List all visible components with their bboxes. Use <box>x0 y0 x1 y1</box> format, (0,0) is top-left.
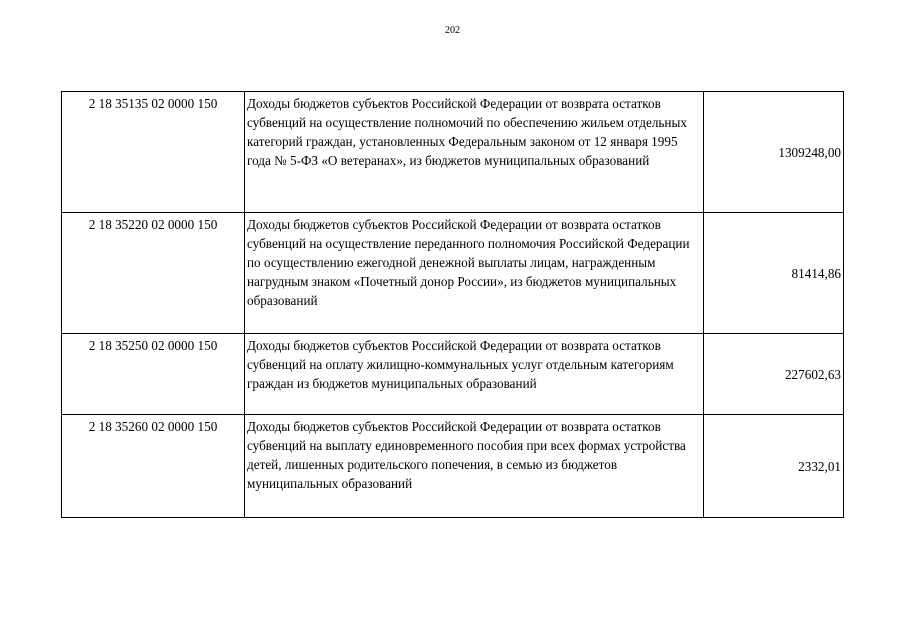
description-cell: Доходы бюджетов субъектов Российской Федерации от возврата остатков субвенций на осуществление переданного полномочия Российской Федерации по осуществлению ежегодной денежной выплаты лицам, награжденным нагрудным знаком «Почетный донор России», из бюджетов муниципальных образований <box>245 213 704 334</box>
budget-code-cell: 2 18 35260 02 0000 150 <box>62 415 245 518</box>
budget-code-cell: 2 18 35220 02 0000 150 <box>62 213 245 334</box>
table-row <box>62 92 844 213</box>
page-number: 202 <box>445 25 460 36</box>
budget-revenue-table <box>61 91 844 518</box>
amount-cell: 1309248,00 <box>704 92 844 213</box>
budget-code-cell: 2 18 35250 02 0000 150 <box>62 334 245 415</box>
amount-cell: 81414,86 <box>704 213 844 334</box>
amount-cell: 227602,63 <box>704 334 844 415</box>
budget-code-cell: 2 18 35135 02 0000 150 <box>62 92 245 213</box>
description-cell: Доходы бюджетов субъектов Российской Федерации от возврата остатков субвенций на выплату единовременного пособия при всех формах устройства детей, лишенных родительского попечения, в семью из бюджетов муниципальных образований <box>245 415 704 518</box>
table-row <box>62 334 844 415</box>
amount-cell: 2332,01 <box>704 415 844 518</box>
description-cell: Доходы бюджетов субъектов Российской Федерации от возврата остатков субвенций на оплату жилищно-коммунальных услуг отдельным категориям граждан из бюджетов муниципальных образований <box>245 334 704 415</box>
table-row <box>62 415 844 518</box>
table-row <box>62 213 844 334</box>
description-cell: Доходы бюджетов субъектов Российской Федерации от возврата остатков субвенций на осуществление полномочий по обеспечению жильем отдельных категорий граждан, установленных Федеральным законом от 12 января 1995 года № 5-ФЗ «О ветеранах», из бюджетов муниципальных образований <box>245 92 704 213</box>
